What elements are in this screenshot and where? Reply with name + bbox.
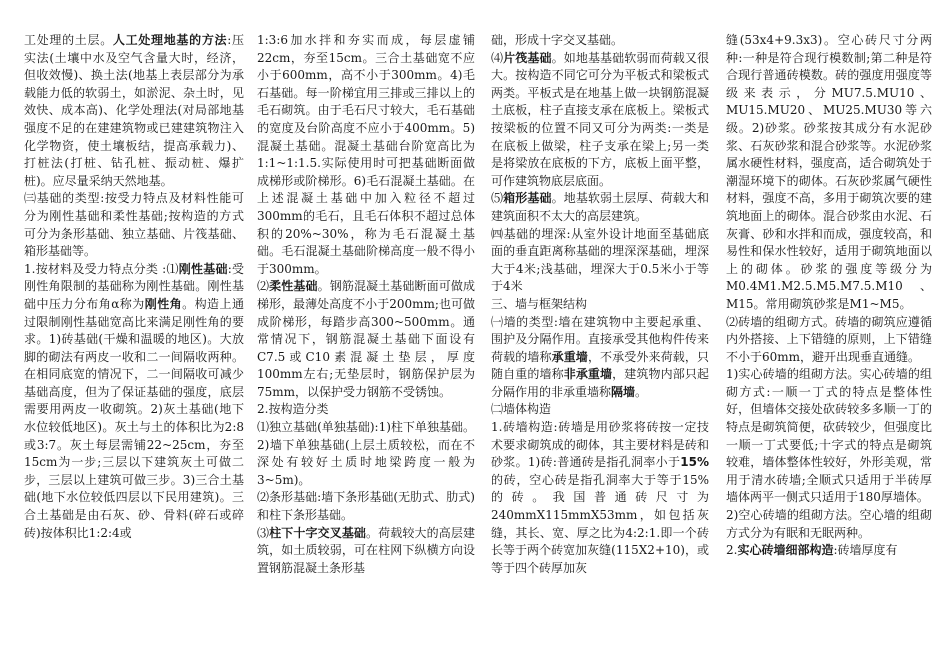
text-run: 。钢筋混凝土基础断面可做成梯形，最薄处高度不小于200mm;也可做成阶梯形，每踏步高300~500mm。通常情况下，钢筋混凝土基础下面设有C7.5或C10素混凝土垫层，厚度100mm左右;无垫层时，钢筋保护层为75mm，以保护受力钢筋不受锈蚀。 bbox=[257, 279, 475, 399]
bold-term: 非承重墙 bbox=[563, 367, 613, 382]
text-run: ㈣基础的埋深:从室外设计地面至基础底面的垂直距离称基础的埋深深基础，埋深大于4米;浅基础，埋深大于0.5米小于等于4米 bbox=[491, 226, 709, 294]
text-run: 。地基软弱土层厚、荷载大和建筑面积不太大的高层建筑。 bbox=[491, 191, 709, 223]
paragraph bbox=[257, 278, 475, 401]
text-run: 2. bbox=[726, 543, 738, 558]
text-run: 1.砖墙构造:砖墙是用砂浆将砖按一定技术要求砌筑成的砌体，其主要材料是砖和砂浆。1)砖:普通砖是指孔洞率小于 bbox=[491, 420, 709, 470]
text-run: ㈡墙体构造 bbox=[491, 402, 552, 417]
text-run: ，建筑物内部只起分隔作用的非承重墙称 bbox=[491, 367, 709, 399]
bold-term: 柱下十字交叉基础 bbox=[269, 525, 367, 540]
paragraph bbox=[491, 226, 709, 296]
paragraph bbox=[491, 190, 709, 225]
text-run: :受刚性角限制的基础称为刚性基础。刚性基础中压力分布角α称为 bbox=[24, 261, 244, 311]
paragraph bbox=[726, 314, 932, 367]
text-run: 。构造上通过限制刚性基础宽高比来满足刚性角的要求。1)砖基础(干燥和温暖的地区)。大放脚的砌法有两皮一收和二一间隔收两种。在相同底宽的情况下，二一间隔收可减少基础高度，但为了保证基础的强度，底层需要用两皮一收砌筑。2)灰土基础(地下水位较低地区)。灰土与土的体积比为2:8或3:7。灰土每层需铺22~25cm，夯至15cm为一步;三层以下建筑灰土可做二步，三层以上建筑可做三步。3)三合土基础(地下水位较低四层以下民用建筑)。三合土基础是由石灰、砂、骨料(碎石或碎砖)按体积比1:2:4或 bbox=[24, 296, 244, 540]
bold-term: 刚性基础 bbox=[178, 261, 228, 276]
bold-term: 实心砖墙细部构造 bbox=[737, 543, 834, 558]
text-column-3 bbox=[491, 32, 709, 672]
text-run: 2.按构造分类 bbox=[257, 402, 329, 417]
bold-term: 15% bbox=[680, 455, 709, 470]
text-run: 。如地基基础软弱而荷载又很大。按构造不同它可分为平板式和梁板式两类。平板式是在地基上做一块钢筋混凝土底板，柱子直接支承在底板上。梁板式按梁板的位置不同又可分为两类:一类是在底板上做梁，柱子支承在梁上;另一类是将梁放在底板的下方，底板上面平整，可作建筑物底层底面。 bbox=[491, 50, 709, 188]
paragraph bbox=[491, 419, 709, 577]
paragraph bbox=[257, 489, 475, 524]
paragraph bbox=[257, 419, 475, 489]
text-run: ⑸ bbox=[491, 191, 504, 206]
text-run: ⑴独立基础(单独基础):1)柱下单独基础。2)墙下单独基础(上层土质较松，而在不深处有较好土质时地梁跨度一般为3~5m)。 bbox=[257, 420, 475, 487]
paragraph bbox=[257, 401, 475, 419]
paragraph bbox=[726, 507, 932, 542]
text-run: 三、墙与框架结构 bbox=[491, 296, 588, 311]
paragraph bbox=[24, 190, 244, 260]
bold-term: 隔墙 bbox=[611, 384, 636, 399]
text-run: :压实法(土壤中水及空气含量大时，经济，但收效慢)、换土法(地基上表层部分为承载能力低的软弱土，如淤泥、杂土时，见效快、成本高)、化学处理法(对局部地基强度不足的在建建筑物或已建建筑物注入化学物资，使土壤板结，提高承载力)、打桩法(打桩、钻孔桩、振动桩、爆扩桩)。应尽量采纳天然地基。 bbox=[24, 33, 244, 188]
paragraph bbox=[257, 525, 475, 578]
text-run: ⑶ bbox=[257, 525, 270, 540]
text-run: ⑵砖墙的组砌方式。砖墙的砌筑应遵循内外搭接、上下错缝的原则，上下错缝不小于60mm，避开出现垂直通缝。 bbox=[726, 314, 932, 364]
text-run: ⑷ bbox=[491, 50, 504, 65]
text-run: 础，形成十字交叉基础。 bbox=[491, 33, 624, 47]
text-run: ⑵条形基础:墙下条形基础(无肋式、肋式)和柱下条形基础。 bbox=[257, 490, 475, 523]
bold-term: 柔性基础 bbox=[269, 279, 318, 294]
text-run: 。 bbox=[635, 384, 648, 399]
paragraph bbox=[24, 261, 244, 543]
paragraph bbox=[491, 296, 709, 314]
bold-term: 箱形基础 bbox=[503, 191, 552, 206]
bold-term: 片筏基础 bbox=[503, 50, 552, 65]
paragraph bbox=[24, 32, 244, 190]
text-run: ，不承受外来荷载，只随自重的墙称 bbox=[491, 349, 709, 382]
text-run: ㈠墙的类型:墙在建筑物中主要起承重、围护及分隔作用。直接承受其他构件传来荷载的墙称 bbox=[491, 314, 709, 364]
bold-term: 承重墙 bbox=[551, 349, 588, 364]
paragraph bbox=[726, 542, 932, 560]
text-run: 1)实心砖墙的组砌方法。实心砖墙的组砌方式:一顺一丁式的特点是整体性好，但墙体交接处砍砖较多多顺一丁的特点是砌筑简便，砍砖较少，但强度比一顺一丁式要低;十字式的特点是砌筑较难，墙体整体性较好，外形美观，常用于清水砖墙;全顺式只适用于半砖厚墙体两平一侧式只适用于180厚墙体。 bbox=[726, 367, 932, 505]
text-column-2 bbox=[257, 32, 475, 672]
text-run: 工处理的土层。 bbox=[24, 33, 113, 47]
text-run: 的砖，空心砖是指孔洞率大于等于15%的砖。我国普通砖尺寸为240mmX115mmX53mm，如包括灰缝，其长、宽、厚之比为4:2:1.即一个砖长等于两个砖宽加灰缝(115X2+10)，或等于四个砖厚加灰 bbox=[491, 472, 709, 575]
text-column-4 bbox=[726, 32, 932, 672]
text-run: 缝(53x4+9.3x3)。空心砖尺寸分两种:一种是符合现行模数制;第二种是符合现行普通砖模数。砖的强度用强度等级来表示，分MU7.5.MU10、MU15.MU20、MU25.MU30等六级。2)砂浆。砂浆按其成分有水泥砂浆、石灰砂浆和混合砂浆等。水泥砂浆属水硬性材料，强度高，适合砌筑处于潮湿环境下的砌体。石灰砂浆属气硬性材料，强度不高，多用于砌筑次要的建筑地面上的砌体。混合砂浆由水泥、石灰膏、砂和水拌和而成，强度较高，和易性和保水性较好，适用于砌筑地面以上的砌体。砂浆的强度等级分为M0.4M1.M2.5.M5.M7.5.M10、M15。常用砌筑砂浆是M1~M5。 bbox=[726, 33, 932, 311]
bold-term: 人工处理地基的方法 bbox=[112, 33, 228, 47]
paragraph bbox=[491, 401, 709, 419]
paragraph bbox=[491, 50, 709, 191]
text-run: ⑵ bbox=[257, 279, 270, 294]
paragraph bbox=[726, 32, 932, 314]
text-run: ㈢基础的类型:按受力特点及材料性能可分为刚性基础和柔性基础;按构造的方式可分为条形基础、独立基础、片筏基础、箱形基础等。 bbox=[24, 191, 244, 259]
text-run: 1.按材料及受力特点分类 :⑴ bbox=[24, 261, 179, 276]
paragraph bbox=[491, 32, 709, 50]
paragraph bbox=[491, 314, 709, 402]
paragraph bbox=[726, 366, 932, 507]
text-run: 。荷载较大的高层建筑，如土质较弱，可在柱网下纵横方向设置钢筋混凝土条形基 bbox=[257, 525, 475, 575]
text-run: 2)空心砖墙的组砌方法。空心墙的组砌方式分为有眠和无眠两种。 bbox=[726, 508, 932, 540]
text-run: :砖墙厚度有 bbox=[833, 543, 898, 558]
bold-term: 刚性角 bbox=[144, 296, 183, 311]
paragraph bbox=[257, 32, 475, 278]
text-run: 1:3:6加水拌和夯实而成，每层虚铺22cm，夯至15cm。三合土基础宽不应小于600mm，高不小于300mm。4)毛石基础。每一阶梯宜用三排或三排以上的毛石砌筑。由于毛石尺寸较大，毛石基础的宽度及台阶高度不应小于400mm。5)混凝土基础。混凝土基础台阶宽高比为1:1~1:1.5.实际使用时可把基础断面做成梯形或阶梯形。6)毛石混凝土基础。在上述混凝土基础中加入粒径不超过300mm的毛石，且毛石体积不超过总体积的20%~30%，称为毛石混凝土基础。毛石混凝土基础阶梯高度一般不得小于300mm。 bbox=[257, 33, 475, 276]
text-column-1 bbox=[24, 32, 244, 672]
